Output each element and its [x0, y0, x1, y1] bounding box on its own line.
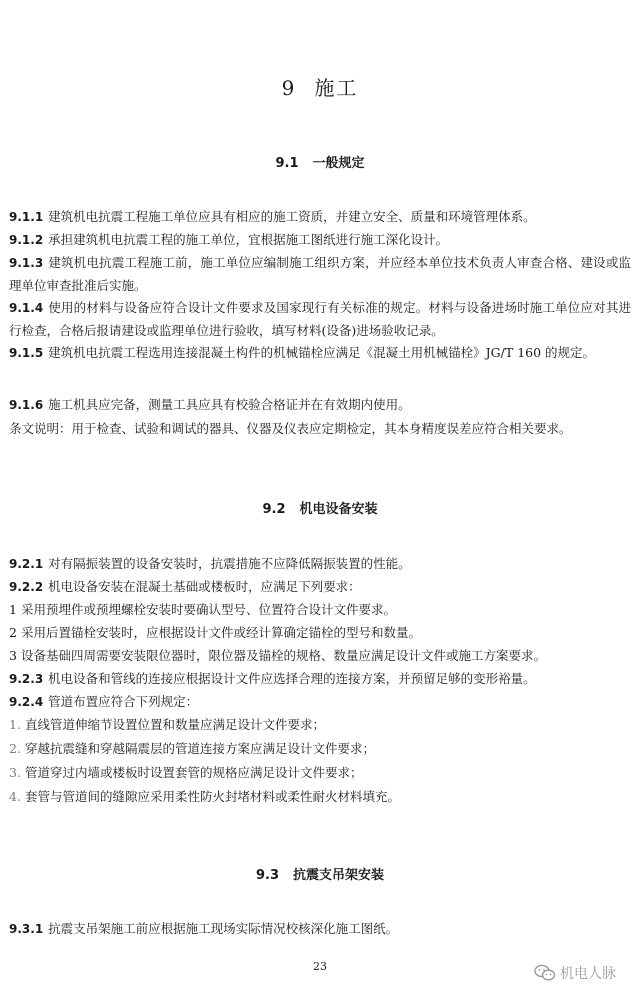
list-item-number: 1.	[9, 717, 21, 732]
clause-text: 建筑机电抗震工程施工单位应具有相应的施工资质，并建立安全、质量和环境管理体系。	[48, 209, 536, 224]
section-title: 机电设备安装	[299, 502, 378, 517]
clause-paragraph	[9, 691, 631, 714]
clause-number: 9.2.1	[9, 557, 44, 571]
clause-number: 9.1.3	[9, 256, 44, 270]
clause-number: 9.2.4	[9, 695, 44, 709]
clause-text: 抗震支吊架施工前应根据施工现场实际情况校核深化施工图纸。	[48, 921, 399, 936]
section-number: 9.3	[255, 868, 279, 883]
clause-note: 条文说明：用于检查、试验和调试的器具、仪器及仪表应定期检定，其本身精度误差应符合相关要求。	[9, 421, 572, 436]
clause-text: 使用的材料与设备应符合设计文件要求及国家现行有关标准的规定。材料与设备进场时施工单位应对其进行检查，合格后报请建设或监理单位进行验收，填写材料(设备)进场验收记录。	[9, 300, 631, 338]
chapter-title	[0, 72, 640, 101]
clause-number: 9.2.3	[9, 672, 44, 686]
list-item-text: 直线管道伸缩节设置位置和数量应满足设计文件要求；	[24, 717, 325, 732]
list-item	[9, 786, 631, 809]
chapter-name: 施工	[314, 76, 359, 100]
clause-number: 9.2.2	[9, 580, 44, 594]
list-item-text: 套管与管道间的缝隙应采用柔性防火封堵材料或柔性耐火材料填充。	[24, 789, 400, 804]
section-number: 9.1	[275, 156, 299, 171]
clause-paragraph	[9, 576, 631, 599]
clause-text: 机电设备安装在混凝土基础或楼板时，应满足下列要求：	[48, 579, 361, 594]
clause-text: 施工机具应完备，测量工具应具有校验合格证并在有效期内使用。	[48, 397, 411, 412]
list-item-text: 采用预埋件或预埋螺栓安装时要确认型号、位置符合设计文件要求。	[20, 602, 396, 617]
list-item-number: 3.	[9, 765, 21, 780]
list-item	[9, 645, 631, 668]
list-item	[9, 714, 631, 737]
page-number: 23	[313, 960, 327, 973]
list-item-number: 4.	[9, 789, 21, 804]
list-item-number: 2	[9, 625, 17, 640]
clause-paragraph	[9, 668, 631, 691]
section-number: 9.2	[262, 502, 286, 517]
chapter-number: 9	[281, 76, 297, 100]
clause-paragraph	[9, 297, 631, 342]
watermark	[534, 961, 634, 985]
clause-paragraph	[9, 918, 631, 941]
list-item	[9, 738, 631, 761]
list-item-text: 采用后置锚栓安装时，应根据设计文件或经计算确定锚栓的型号和数量。	[20, 625, 421, 640]
clause-paragraph	[9, 342, 631, 365]
list-item-number: 1	[9, 602, 17, 617]
list-item-number: 3	[9, 648, 17, 663]
clause-text: 对有隔振装置的设备安装时，抗震措施不应降低隔振装置的性能。	[48, 556, 411, 571]
watermark-text: 机电人脉	[560, 966, 616, 982]
list-item-text: 管道穿过内墙或楼板时设置套管的规格应满足设计文件要求；	[24, 765, 363, 780]
section-heading	[0, 864, 640, 883]
clause-paragraph	[9, 252, 631, 297]
list-item-text: 穿越抗震缝和穿越隔震层的管道连接方案应满足设计文件要求；	[24, 741, 375, 756]
list-item-text: 设备基础四周需要安装限位器时，限位器及锚栓的规格、数量应满足设计文件或施工方案要求。	[20, 648, 546, 663]
clause-number: 9.1.2	[9, 233, 44, 247]
list-item-number: 2.	[9, 741, 21, 756]
clause-text: 建筑机电抗震工程施工前，施工单位应编制施工组织方案，并应经本单位技术负责人审查合格、建设或监理单位审查批准后实施。	[9, 255, 631, 293]
list-item	[9, 762, 631, 785]
list-item	[9, 622, 631, 645]
section-title: 一般规定	[312, 156, 365, 171]
clause-paragraph	[9, 229, 631, 252]
section-heading	[0, 498, 640, 517]
clause-number: 9.3.1	[9, 922, 44, 936]
clause-number: 9.1.6	[9, 398, 44, 412]
clause-text: 机电设备和管线的连接应根据设计文件应选择合理的连接方案，并预留足够的变形裕量。	[48, 671, 536, 686]
clause-number: 9.1.5	[9, 346, 44, 360]
section-heading	[0, 152, 640, 171]
clause-text: 建筑机电抗震工程选用连接混凝土构件的机械锚栓应满足《混凝土用机械锚栓》JG/T 160 的规定。	[48, 345, 596, 360]
clause-text: 承担建筑机电抗震工程的施工单位，宜根据施工图纸进行施工深化设计。	[48, 232, 449, 247]
clause-paragraph	[9, 394, 631, 417]
clause-paragraph	[9, 553, 631, 576]
clause-paragraph	[9, 206, 631, 229]
clause-number: 9.1.4	[9, 301, 44, 315]
clause-number: 9.1.1	[9, 210, 44, 224]
wechat-icon	[534, 964, 556, 982]
clause-text: 管道布置应符合下列规定：	[48, 694, 199, 709]
list-item	[9, 599, 631, 622]
section-title: 抗震支吊架安装	[293, 868, 385, 883]
